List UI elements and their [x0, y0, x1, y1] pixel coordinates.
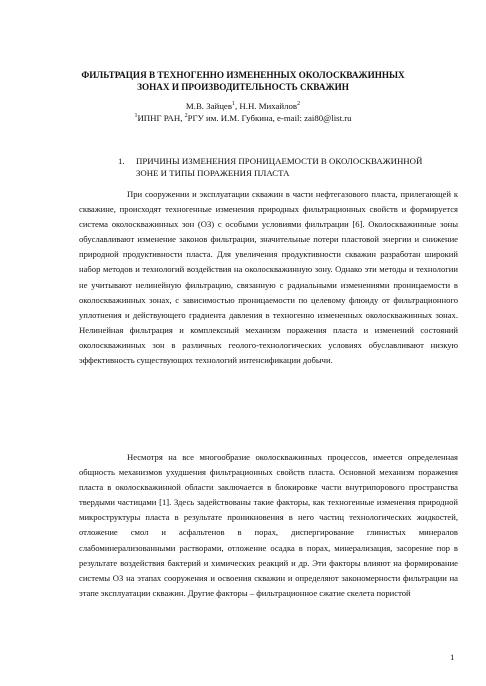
affiliation-2: РГУ им. И.М. Губкина, e-mail: zai80@list.ru: [187, 113, 352, 123]
author-1: М.В. Зайцев: [185, 101, 232, 111]
section-heading: [118, 155, 448, 179]
authors-block: [60, 100, 426, 124]
author-2: , Н.Н. Михайлов: [235, 101, 298, 111]
title-line-2: ЗОНАХ И ПРОИЗВОДИТЕЛЬНОСТЬ СКВАЖИН: [137, 82, 349, 92]
author-line: [60, 100, 426, 112]
paragraph-1-text: При сооружении и эксплуатации скважин в части нефтегазового пласта, прилегающей к скважине, происходят техногенные изменения природных фильтрационных свойств и формируется система околоскважинных зон (ОЗ) с особыми условиями фильтрации [6]. Околоскважинные зоны обуславливают изменение законов фильтрации, значительные потери пластовой энергии и снижение природной продуктивности пласта. Для увеличения продуктивности скважин разработан широкий набор методов и технологий воздействия на околоскважинную зону. Однако эти методы и технологии не учитывают нелинейную фильтрацию, связанную с радиальными изменениями проницаемости в околоскважинных зонах, с зависимостью проницаемости по целевому флюиду от фильтрационного уплотнения и действующего градиента давления в техногенно измененных околоскважинных зонах. Нелинейная фильтрация и комплексный механизм поражения пласта и изменений состояний околоскважинных зон в различных геолого-технологических условиях обуславливают низкую эффективность существующих технологий интенсификации добычи.: [79, 189, 458, 366]
paper-title: [60, 69, 426, 93]
paragraph-2: [79, 450, 458, 601]
author-1-superscript: 1: [232, 101, 235, 108]
section-title-line-2: ЗОНЕ И ТИПЫ ПОРАЖЕНИЯ ПЛАСТА: [136, 168, 290, 178]
page-number: 1: [450, 652, 455, 662]
paragraph-2-text: Несмотря на все многообразие околоскважинных процессов, имеется определенная общность механизмов ухудшения фильтрационных свойств пласта. Основной механизм поражения пласта в околоскважинной области заключается в блокировке части внутрипорового пространства твердыми частицами [1]. Здесь задействованы такие факторы, как техногенные изменения природной микроструктуры пласта в результате проникновения в него частиц технологических жидкостей, отложение смол и асфальтенов в порах, диспергирование глинистых минералов слабоминерализованными растворами, отложение осадка в порах, минерализация, засорение пор в результате воздействия бактерий и химических реакций и др. Эти факторы влияют на формирование системы ОЗ на этапах сооружения и освоения скважин и определяют закономерности фильтрации на этапе эксплуатации скважин. Другие факторы – фильтрационное сжатие скелета пористой: [79, 452, 458, 598]
affiliation-line: [60, 112, 426, 124]
affiliation-2-superscript: 2: [184, 113, 188, 120]
section-title-line-1: ПРИЧИНЫ ИЗМЕНЕНИЯ ПРОНИЦАЕМОСТИ В ОКОЛОСКВАЖИННОЙ: [136, 156, 423, 166]
title-line-1: ФИЛЬТРАЦИЯ В ТЕХНОГЕННО ИЗМЕНЕННЫХ ОКОЛОСКВАЖИННЫХ: [81, 70, 405, 80]
affiliation-1: ИПНГ РАН,: [137, 113, 185, 123]
author-2-superscript: 2: [297, 101, 301, 108]
affiliation-1-superscript: 1: [134, 113, 138, 120]
section-number: 1.: [118, 156, 125, 166]
paragraph-1: [79, 187, 458, 368]
